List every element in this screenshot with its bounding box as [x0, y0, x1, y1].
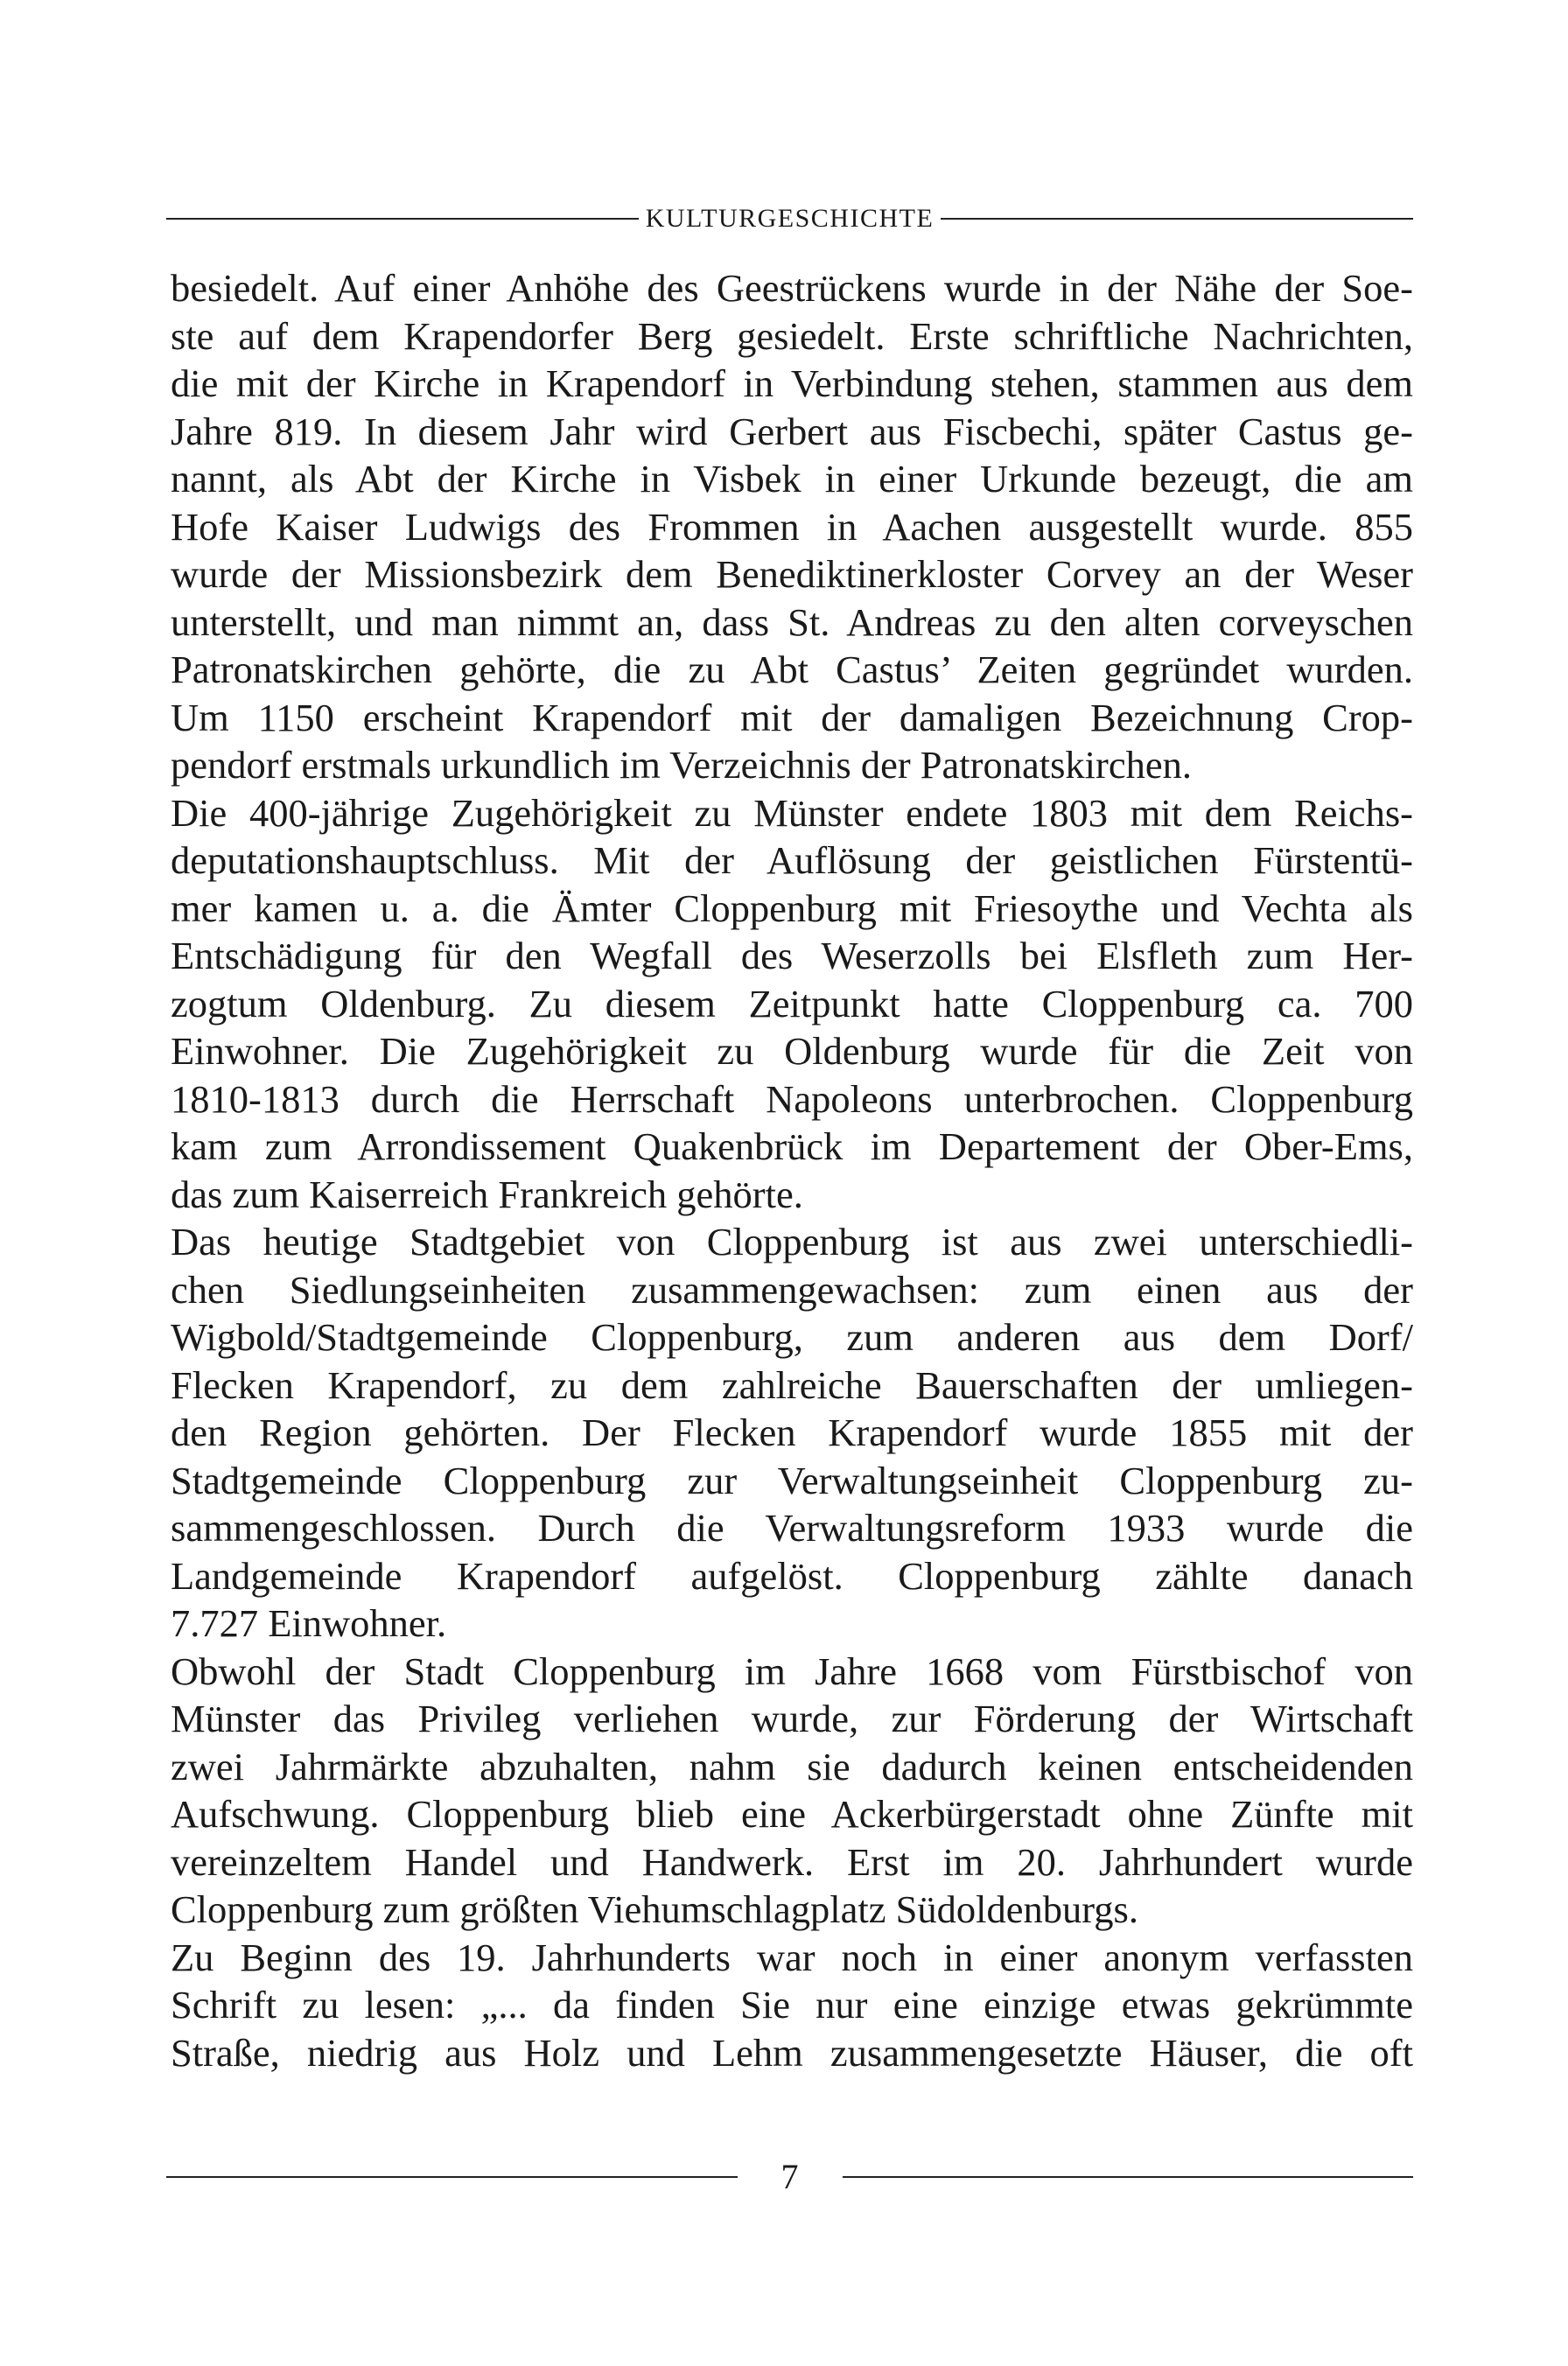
text-line: Straße, niedrig aus Holz und Lehm zusammengesetzte Häuser, die oft — [171, 2030, 1413, 2075]
text-line: unterstellt, und man nimmt an, dass St. Andreas zu den alten corveyschen — [171, 599, 1413, 644]
text-line: Obwohl der Stadt Cloppenburg im Jahre 1668 vom Fürstbischof von — [171, 1648, 1413, 1693]
text-line: vereinzeltem Handel und Handwerk. Erst im 20. Jahrhundert wurde — [171, 1839, 1413, 1884]
text-line: Landgemeinde Krapendorf aufgelöst. Cloppenburg zählte danach — [171, 1553, 1413, 1598]
page-footer — [166, 2152, 1413, 2202]
text-line: Patronatskirchen gehörte, die zu Abt Castus’ Zeiten gegründet wurden. — [171, 648, 1413, 691]
text-line: die mit der Kirche in Krapendorf in Verbindung stehen, stammen aus dem — [171, 361, 1413, 405]
text-line: nannt, als Abt der Kirche in Visbek in einer Urkunde bezeugt, die am — [171, 457, 1413, 500]
footer-rule-right — [843, 2176, 1414, 2178]
text-line: Um 1150 erscheint Krapendorf mit der damaligen Bezeichnung Crop- — [171, 695, 1413, 739]
text-line: Die 400-jährige Zugehörigkeit zu Münster endete 1803 mit dem Reichs- — [171, 790, 1413, 835]
text-line: deputationshauptschluss. Mit der Auflösung der geistlichen Fürstentü- — [171, 838, 1413, 882]
text-line: 7.727 Einwohner. — [171, 1601, 447, 1645]
text-line: Stadtgemeinde Cloppenburg zur Verwaltungseinheit Cloppenburg zu- — [171, 1458, 1413, 1502]
text-line: den Region gehörten. Der Flecken Krapendorf wurde 1855 mit der — [171, 1410, 1413, 1454]
text-line: mer kamen u. a. die Ämter Cloppenburg mit Friesoythe und Vechta als — [171, 886, 1413, 930]
running-header — [166, 200, 1413, 238]
body-text — [171, 264, 1413, 2076]
text-line: ste auf dem Krapendorfer Berg gesiedelt. Erste schriftliche Nachrichten, — [171, 313, 1413, 358]
text-line: Cloppenburg zum größten Viehumschlagplatz Südoldenburgs. — [171, 1887, 1138, 1931]
text-line: Jahre 819. In diesem Jahr wird Gerbert aus Fiscbechi, später Castus ge- — [171, 409, 1413, 453]
text-line: Hofe Kaiser Ludwigs des Frommen in Aachen ausgestellt wurde. 855 — [171, 504, 1413, 549]
text-line: Einwohner. Die Zugehörigkeit zu Oldenburg wurde für die Zeit von — [171, 1029, 1413, 1073]
text-line: kam zum Arrondissement Quakenbrück im Departement der Ober-Ems, — [171, 1124, 1413, 1168]
running-header-title: KULTURGESCHICHTE — [645, 204, 934, 233]
text-line: 1810-1813 durch die Herrschaft Napoleons unterbrochen. Cloppenburg — [171, 1076, 1413, 1121]
text-line: chen Siedlungseinheiten zusammengewachsen: zum einen aus der — [171, 1267, 1413, 1312]
text-line: zwei Jahrmärkte abzuhalten, nahm sie dadurch keinen entscheidenden — [171, 1744, 1413, 1788]
text-line: pendorf erstmals urkundlich im Verzeichnis der Patronatskirchen. — [171, 743, 1192, 787]
text-line: Flecken Krapendorf, zu dem zahlreiche Bauerschaften der umliegen- — [171, 1362, 1413, 1407]
text-line: Aufschwung. Cloppenburg blieb eine Ackerbürgerstadt ohne Zünfte mit — [171, 1792, 1413, 1836]
text-line: Wigbold/Stadtgemeinde Cloppenburg, zum anderen aus dem Dorf/ — [171, 1315, 1413, 1359]
text-line: wurde der Missionsbezirk dem Benediktinerkloster Corvey an der Weser — [171, 552, 1413, 596]
text-line: sammengeschlossen. Durch die Verwaltungsreform 1933 wurde die — [171, 1506, 1413, 1550]
text-line: das zum Kaiserreich Frankreich gehörte. — [171, 1172, 803, 1216]
page-number: 7 — [780, 2157, 799, 2196]
header-rule-left — [166, 218, 639, 220]
header-rule-right — [941, 218, 1413, 220]
text-line: besiedelt. Auf einer Anhöhe des Geestrückens wurde in der Nähe der Soe- — [171, 266, 1413, 310]
text-line: Münster das Privileg verliehen wurde, zur Förderung der Wirtschaft — [171, 1697, 1413, 1740]
text-line: Schrift zu lesen: „... da finden Sie nur eine einzige etwas gekrümmte — [171, 1983, 1413, 2026]
text-line: Zu Beginn des 19. Jahrhunderts war noch in einer anonym verfassten — [171, 1935, 1413, 1979]
text-line: Das heutige Stadtgebiet von Cloppenburg ist aus zwei unterschiedli- — [171, 1220, 1413, 1264]
text-line: zogtum Oldenburg. Zu diesem Zeitpunkt hatte Cloppenburg ca. 700 — [171, 981, 1413, 1026]
footer-rule-left — [166, 2176, 738, 2178]
text-line: Entschädigung für den Wegfall des Weserzolls bei Elsfleth zum Her- — [171, 934, 1413, 977]
